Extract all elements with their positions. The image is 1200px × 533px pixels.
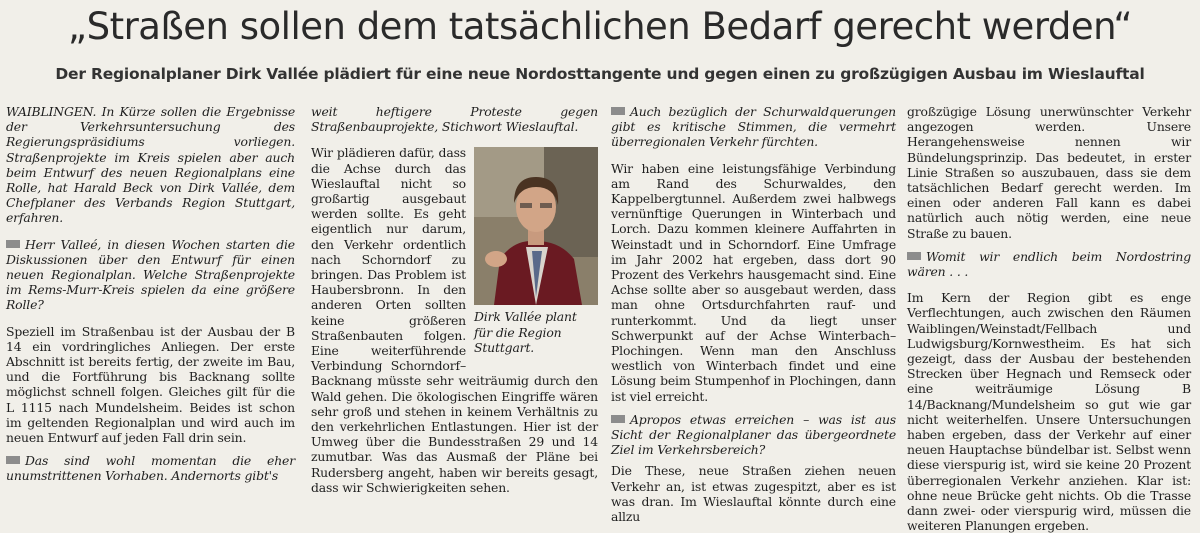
question-5 [907,249,1191,279]
answer-4-continued: großzügige Lösung unerwünschter Verkehr angezogen werden. Unsere Herangehensweise nennen wir Bündelungsprinzip. Das bedeutet, in erster Linie Straßen so auszubauen, dass sie dem tatsächlichen Bedarf gerecht werden. Im einen oder anderen Fall kann es dabei natürlich auch nötig werden, eine neue Straße zu bauen. [907,104,1191,241]
column-4 [907,104,1191,533]
intro-paragraph: WAIBLINGEN. In Kürze sollen die Ergebnisse der Verkehrsuntersuchung des Regierungspräsidiums vorliegen. Straßenprojekte im Kreis spielen aber auch beim Entwurf des neuen Regionalplans eine Rolle, hat Harald Beck von Dirk Vallée, dem Chefplaner des Verbands Region Stuttgart, erfahren. [6,104,295,226]
subheadline: Der Regionalplaner Dirk Vallée plädiert für eine neue Nordosttangente und gegen einen zu großzügigen Ausbau im Wieslauftal [55,65,1145,83]
question-2-text: Das sind wohl momentan die eher unumstrittenen Vorhaben. Andernorts gibt's [6,453,295,484]
question-1 [6,237,295,313]
question-5-text: Womit wir endlich beim Nordostring wären . . . [907,248,1191,280]
question-4-text: Apropos etwas erreichen – was ist aus Sicht der Regionalplaner das übergeordnete Ziel im Verkehrsbereich? [611,411,896,458]
question-4 [611,412,896,458]
headline: „Straßen sollen dem tatsächlichen Bedarf gerecht werden“ [67,5,1133,48]
question-2-continued: weit heftigere Proteste gegen Straßenbauprojekte, Stichwort Wieslauftal. [311,104,598,135]
column-1 [6,104,295,519]
answer-2: Wir plädieren dafür, dass die Achse durch das Wieslauftal nicht so großartig ausgebaut werden sollte. Es geht eigentlich nur darum, den Verkehr ordentlich nach Schorndorf zu bringen. Das Problem ist Haubersbronn. In den anderen Orten sollten keine größeren Straßenbauten folgen. Eine weiterführende Verbindung Schorndorf–Backnang müsste sehr weiträumig durch den Wald gehen. Die ökologischen Eingriffe wären sehr groß und stehen in keinem Verhältnis zu den verkehrlichen Entlastungen. Hier ist der Umweg über die Bundesstraßen 29 und 14 zumutbar. Was das Ausmaß der Pläne bei Rudersberg angeht, haben wir bereits gesagt, dass wir Schwierigkeiten sehen. [311,145,598,495]
portrait-figure [474,147,598,355]
column-2 [311,104,598,519]
question-marker-icon [611,107,625,115]
question-marker-icon [611,415,625,423]
answer-4: Die These, neue Straßen ziehen neuen Verkehr an, ist etwas zugespitzt, aber es ist was dran. Im Wieslauftal könnte durch eine allzu [611,463,896,525]
question-marker-icon [6,240,20,248]
photo-caption: Dirk Vallée plant für die Region Stuttgart. [474,309,577,355]
question-marker-icon [6,456,20,464]
question-2 [6,453,295,483]
question-1-text: Herr Valleé, in diesen Wochen starten die Diskussionen über den Entwurf für einen neuen Regionalplan. Welche Straßenprojekte im Rems-Murr-Kreis spielen da eine größere Rolle? [6,236,295,313]
answer-3: Wir haben eine leistungsfähige Verbindung am Rand des Schurwaldes, den Kappelbergtunnel. Außerdem zwei halbwegs vernünftige Querungen in Winterbach und Lorch. Dazu kommen kleinere Auffahrten in Weinstadt und in Schorndorf. Eine Umfrage im Jahr 2002 hat ergeben, dass dort 90 Prozent des Verkehrs hausgemacht sind. Eine Achse sollte aber so ausgebaut werden, dass man ohne Ortsdurchfahrten rauf- und runterkommt. Und da liegt unser Schwerpunkt auf der Achse Winterbach–Plochingen. Wenn man den Anschluss westlich von Winterbach findet und eine Lösung beim Stumpenhof in Plochingen, dann ist viel erreicht. [611,160,896,404]
portrait-photo [474,147,598,305]
question-3-text: Auch bezüglich der Schurwaldquerungen gibt es kritische Stimmen, die vermehrt überregionalen Verkehr fürchten. [611,104,896,150]
answer-1: Speziell im Straßenbau ist der Ausbau der B 14 ein vordringliches Anliegen. Der erste Abschnitt ist bereits fertig, der zweite im Bau, und die Fortführung bis Backnang sollte möglichst schnell folgen. Gleiches gilt für die L 1115 nach Mundelsheim. Beides ist schon im geltenden Regionalplan und wird auch im neuen Entwurf auf jeden Fall drin sein. [6,323,295,446]
question-marker-icon [907,252,921,260]
answer-5: Im Kern der Region gibt es enge Verflechtungen, auch zwischen den Räumen Waiblingen/Weinstadt/Fellbach und Ludwigsburg/Kornwestheim. Es hat sich gezeigt, dass der Ausbau der bestehenden Strecken über Hegnach und Remseck oder eine weiträumige Lösung B 14/Backnang/Mundelsheim so gut wie gar nicht weiterhelfen. Unsere Untersuchungen haben ergeben, dass der Verkehr auf einer neuen Hauptachse bündelbar ist. Selbst wenn diese vierspurig ist, wird sie keine 20 Prozent überregionalen Verkehr anziehen. Klar ist: ohne neue Brücke geht nichts. Ob die Trasse dann zwei- oder vierspurig wird, müssen die weiteren Planungen ergeben. [907,290,1191,533]
column-3 [611,104,896,525]
question-3 [611,104,896,150]
